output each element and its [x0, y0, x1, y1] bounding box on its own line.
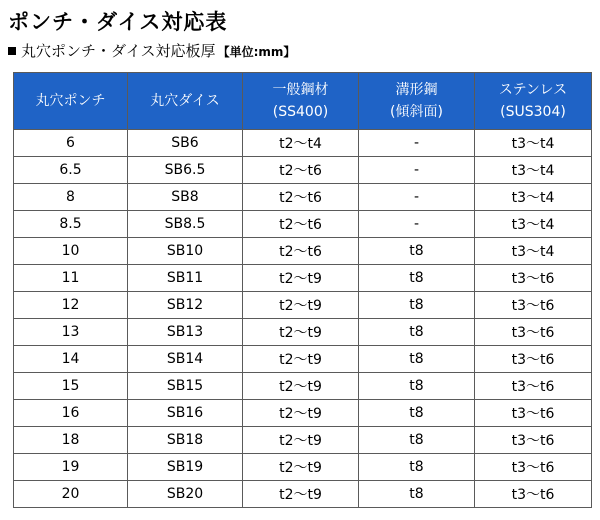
cell-channel: t8	[359, 400, 475, 427]
header-label: ステンレス	[498, 82, 568, 98]
cell-ss400: t2～t6	[243, 184, 359, 211]
cell-die: SB19	[128, 454, 243, 481]
cell-channel: -	[359, 211, 475, 238]
cell-die: SB11	[128, 265, 243, 292]
header-punch	[14, 73, 128, 130]
header-die	[128, 73, 243, 130]
cell-channel: -	[359, 130, 475, 157]
header-label: 丸穴ポンチ	[35, 93, 106, 109]
cell-channel: t8	[359, 292, 475, 319]
cell-punch: 14	[14, 346, 128, 373]
header-sublabel: (SUS304)	[500, 104, 566, 120]
cell-punch: 15	[14, 373, 128, 400]
cell-ss400: t2～t9	[243, 481, 359, 508]
cell-die: SB6	[128, 130, 243, 157]
cell-die: SB18	[128, 427, 243, 454]
header-label: 丸穴ダイス	[150, 93, 220, 109]
table-row	[14, 265, 592, 292]
header-sublabel: (SS400)	[272, 104, 329, 120]
header-sublabel: (傾斜面)	[390, 104, 443, 120]
subtitle	[8, 40, 295, 61]
cell-punch: 12	[14, 292, 128, 319]
cell-sus304: t3～t4	[475, 157, 592, 184]
table-row	[14, 211, 592, 238]
cell-channel: t8	[359, 319, 475, 346]
cell-channel: t8	[359, 427, 475, 454]
square-bullet-icon	[8, 47, 16, 55]
cell-sus304: t3～t6	[475, 373, 592, 400]
table-row	[14, 400, 592, 427]
cell-punch: 6	[14, 130, 128, 157]
cell-ss400: t2～t6	[243, 238, 359, 265]
cell-channel: t8	[359, 481, 475, 508]
table-header-row	[14, 73, 592, 130]
page-title: ポンチ・ダイス対応表	[8, 10, 228, 34]
cell-die: SB16	[128, 400, 243, 427]
table-row	[14, 130, 592, 157]
cell-sus304: t3～t6	[475, 292, 592, 319]
cell-sus304: t3～t4	[475, 130, 592, 157]
cell-ss400: t2～t9	[243, 265, 359, 292]
table-row	[14, 157, 592, 184]
header-channel	[359, 73, 475, 130]
cell-sus304: t3～t6	[475, 265, 592, 292]
cell-channel: t8	[359, 238, 475, 265]
cell-punch: 19	[14, 454, 128, 481]
table-row	[14, 292, 592, 319]
header-sus304	[475, 73, 592, 130]
cell-die: SB20	[128, 481, 243, 508]
cell-channel: t8	[359, 265, 475, 292]
cell-punch: 11	[14, 265, 128, 292]
cell-channel: t8	[359, 454, 475, 481]
cell-ss400: t2～t9	[243, 454, 359, 481]
table-row	[14, 184, 592, 211]
cell-ss400: t2～t9	[243, 400, 359, 427]
cell-sus304: t3～t6	[475, 454, 592, 481]
table-row	[14, 427, 592, 454]
table-row	[14, 346, 592, 373]
cell-sus304: t3～t4	[475, 184, 592, 211]
cell-channel: -	[359, 184, 475, 211]
cell-punch: 18	[14, 427, 128, 454]
cell-sus304: t3～t6	[475, 346, 592, 373]
cell-punch: 6.5	[14, 157, 128, 184]
header-ss400	[243, 73, 359, 130]
subtitle-text: 丸穴ポンチ・ダイス対応板厚	[21, 42, 216, 60]
cell-die: SB10	[128, 238, 243, 265]
cell-sus304: t3～t4	[475, 211, 592, 238]
cell-punch: 10	[14, 238, 128, 265]
cell-punch: 13	[14, 319, 128, 346]
cell-sus304: t3～t6	[475, 400, 592, 427]
cell-sus304: t3～t6	[475, 319, 592, 346]
cell-channel: t8	[359, 373, 475, 400]
cell-ss400: t2～t9	[243, 346, 359, 373]
table-row	[14, 238, 592, 265]
cell-ss400: t2～t9	[243, 292, 359, 319]
cell-die: SB13	[128, 319, 243, 346]
cell-die: SB14	[128, 346, 243, 373]
cell-die: SB8	[128, 184, 243, 211]
cell-die: SB8.5	[128, 211, 243, 238]
cell-ss400: t2～t6	[243, 157, 359, 184]
cell-ss400: t2～t6	[243, 211, 359, 238]
cell-sus304: t3～t4	[475, 238, 592, 265]
unit-label: 【単位:mm】	[217, 45, 296, 59]
cell-die: SB6.5	[128, 157, 243, 184]
header-label: 一般鋼材	[272, 82, 329, 98]
cell-punch: 16	[14, 400, 128, 427]
cell-die: SB12	[128, 292, 243, 319]
table-row	[14, 319, 592, 346]
cell-sus304: t3～t6	[475, 427, 592, 454]
cell-ss400: t2～t9	[243, 319, 359, 346]
table-row	[14, 481, 592, 508]
cell-punch: 8.5	[14, 211, 128, 238]
cell-ss400: t2～t9	[243, 427, 359, 454]
punch-die-table	[13, 72, 592, 508]
cell-punch: 8	[14, 184, 128, 211]
table-row	[14, 454, 592, 481]
cell-ss400: t2～t4	[243, 130, 359, 157]
cell-ss400: t2～t9	[243, 373, 359, 400]
cell-sus304: t3～t6	[475, 481, 592, 508]
table-row	[14, 373, 592, 400]
cell-die: SB15	[128, 373, 243, 400]
cell-channel: t8	[359, 346, 475, 373]
cell-channel: -	[359, 157, 475, 184]
cell-punch: 20	[14, 481, 128, 508]
header-label: 溝形鋼	[395, 82, 438, 98]
